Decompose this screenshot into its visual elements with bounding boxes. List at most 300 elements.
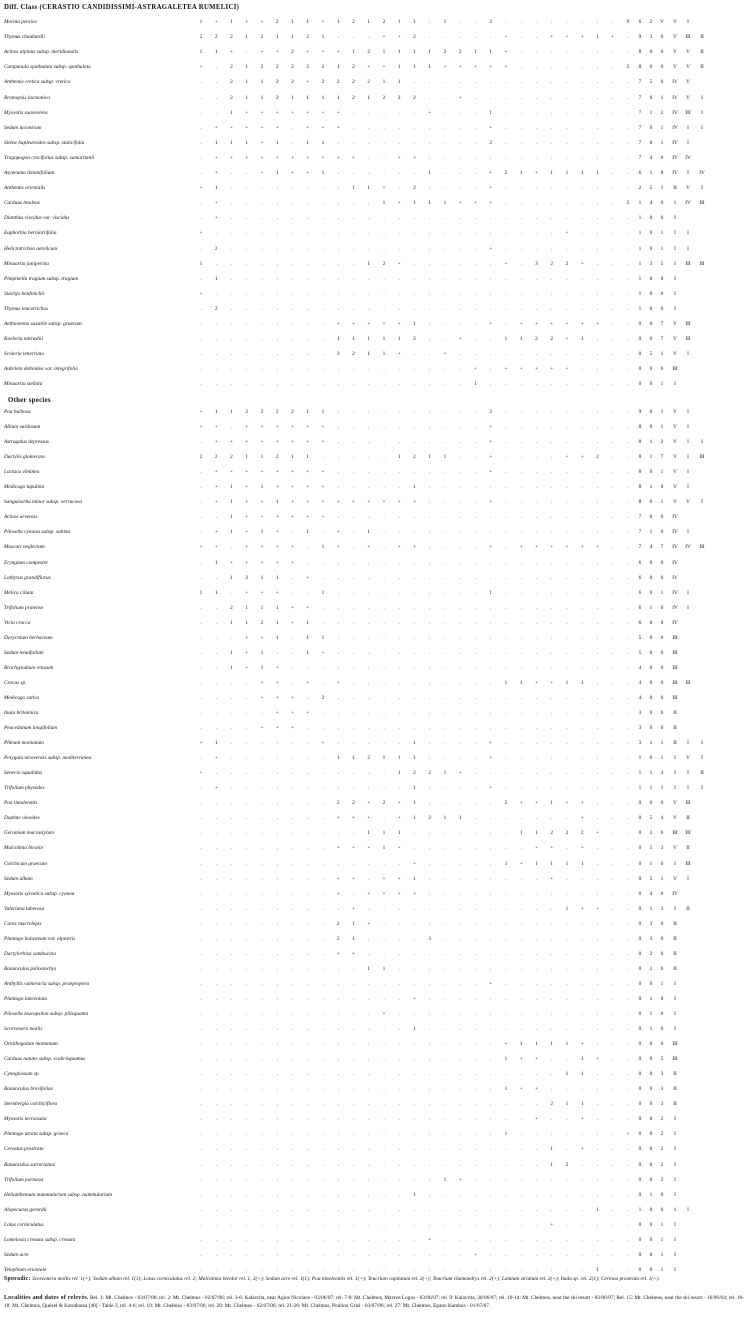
relevé-cell: .: [459, 19, 461, 25]
relevé-cell: .: [413, 694, 416, 701]
relevé-cell: .: [459, 454, 461, 461]
relevé-cell: .: [246, 1251, 248, 1258]
relevé-cell: .: [581, 305, 583, 312]
relevé-cell: .: [612, 1101, 614, 1108]
relevé-cell: 2: [306, 34, 310, 41]
relevé-cell: .: [505, 109, 507, 116]
summary-cell: 0: [638, 1236, 642, 1243]
relevé-cell: .: [520, 439, 522, 446]
relevé-cell: .: [291, 1176, 294, 1183]
relevé-cell: .: [398, 1026, 400, 1033]
summary-cell: 6: [660, 1041, 664, 1048]
summary-cell: III: [685, 260, 691, 267]
summary-cell: 5: [638, 634, 642, 641]
relevé-cell: .: [444, 514, 446, 521]
relevé-cell: .: [230, 424, 233, 431]
relevé-cell: .: [581, 559, 583, 566]
summary-cell: 3: [660, 1101, 664, 1108]
relevé-cell: .: [230, 230, 233, 237]
relevé-cell: .: [505, 529, 507, 536]
relevé-cell: .: [307, 830, 309, 837]
relevé-cell: .: [459, 950, 461, 957]
relevé-cell: .: [291, 875, 294, 882]
relevé-cell: 1: [306, 139, 310, 146]
summary-cell: 0: [638, 1011, 642, 1017]
relevé-cell: .: [429, 245, 431, 252]
relevé-cell: +: [291, 694, 294, 701]
relevé-cell: .: [505, 785, 507, 792]
relevé-cell: .: [612, 619, 614, 626]
relevé-cell: .: [230, 200, 233, 207]
relevé-cell: .: [368, 1206, 370, 1213]
relevé-cell: .: [383, 710, 385, 716]
relevé-cell: .: [230, 890, 233, 897]
relevé-cell: .: [291, 1011, 294, 1017]
relevé-cell: .: [398, 366, 400, 373]
relevé-cell: .: [535, 439, 538, 446]
table-row: [0, 1055, 748, 1067]
relevé-cell: .: [322, 950, 324, 957]
relevé-cell: .: [307, 215, 309, 222]
relevé-cell: .: [474, 740, 477, 747]
relevé-cell: .: [230, 725, 233, 732]
relevé-cell: 1: [443, 454, 447, 461]
relevé-cell: .: [474, 424, 477, 431]
relevé-cell: .: [535, 484, 538, 491]
relevé-cell: 1: [428, 170, 432, 176]
relevé-cell: .: [398, 694, 400, 701]
relevé-cell: .: [337, 710, 339, 716]
relevé-cell: +: [367, 845, 371, 852]
relevé-cell: .: [230, 305, 233, 312]
relevé-cell: .: [429, 604, 431, 611]
relevé-cell: 2: [580, 830, 584, 837]
relevé-cell: 1: [382, 49, 386, 56]
relevé-cell: 1: [550, 800, 554, 807]
relevé-cell: .: [429, 1206, 431, 1213]
relevé-cell: .: [307, 845, 309, 852]
relevé-cell: .: [474, 920, 477, 927]
relevé-cell: .: [276, 649, 278, 656]
relevé-cell: .: [551, 1011, 553, 1017]
relevé-cell: .: [535, 1266, 538, 1273]
relevé-cell: +: [580, 454, 584, 461]
relevé-cell: .: [612, 79, 614, 86]
relevé-cell: .: [474, 260, 477, 267]
relevé-cell: .: [596, 336, 599, 343]
relevé-cell: .: [307, 995, 309, 1002]
relevé-cell: .: [413, 1236, 416, 1243]
relevé-cell: .: [398, 1056, 400, 1063]
relevé-cell: .: [352, 649, 355, 656]
relevé-cell: .: [581, 1176, 583, 1183]
relevé-cell: .: [429, 1116, 431, 1123]
relevé-cell: .: [505, 649, 507, 656]
relevé-cell: .: [215, 1206, 217, 1213]
species-name: Carduus nutans subsp. scabrisquamus: [4, 1056, 86, 1063]
relevé-cell: +: [397, 260, 401, 267]
relevé-cell: .: [368, 305, 370, 312]
relevé-cell: .: [505, 499, 507, 506]
relevé-cell: .: [596, 275, 599, 282]
relevé-cell: .: [566, 1191, 568, 1198]
relevé-cell: .: [352, 1026, 355, 1033]
relevé-cell: 1: [397, 830, 401, 837]
relevé-cell: .: [581, 381, 583, 388]
relevé-cell: .: [291, 290, 294, 297]
relevé-cell: .: [490, 1116, 492, 1123]
relevé-cell: +: [596, 905, 599, 912]
relevé-cell: .: [337, 1176, 339, 1183]
summary-cell: III: [672, 694, 678, 701]
relevé-cell: .: [596, 875, 599, 882]
relevé-cell: .: [215, 860, 217, 867]
summary-cell: I: [674, 1251, 676, 1258]
relevé-cell: .: [566, 290, 568, 297]
relevé-cell: .: [596, 845, 599, 852]
relevé-cell: 1: [321, 139, 325, 146]
summary-cell: I: [674, 1221, 676, 1228]
summary-cell: 0: [638, 905, 642, 912]
summary-cell: III: [685, 860, 691, 867]
relevé-cell: .: [505, 305, 507, 312]
relevé-cell: .: [246, 1116, 248, 1123]
relevé-cell: .: [291, 321, 294, 327]
relevé-cell: .: [596, 529, 599, 536]
relevé-cell: .: [261, 800, 263, 807]
relevé-cell: 1: [413, 321, 416, 327]
relevé-cell: 1: [306, 634, 310, 641]
summary-cell: 0: [638, 1221, 642, 1228]
relevé-cell: .: [429, 1086, 431, 1093]
summary-cell: 7: [638, 94, 642, 101]
relevé-cell: .: [383, 1131, 385, 1138]
relevé-cell: .: [307, 890, 309, 897]
relevé-cell: .: [444, 965, 446, 972]
relevé-cell: .: [612, 1206, 614, 1213]
relevé-cell: .: [230, 589, 233, 596]
relevé-cell: .: [459, 664, 461, 671]
relevé-cell: .: [474, 995, 477, 1002]
relevé-cell: .: [490, 679, 492, 686]
relevé-cell: .: [429, 1056, 431, 1063]
relevé-cell: +: [214, 529, 218, 536]
relevé-cell: +: [199, 290, 203, 297]
relevé-cell: .: [535, 920, 538, 927]
relevé-cell: .: [230, 1011, 233, 1017]
table-row: [0, 63, 748, 75]
relevé-cell: .: [383, 439, 385, 446]
summary-cell: I: [674, 905, 676, 912]
relevé-cell: +: [397, 34, 401, 41]
relevé-cell: .: [505, 200, 507, 207]
relevé-cell: .: [215, 514, 217, 521]
relevé-cell: .: [444, 109, 446, 116]
relevé-cell: .: [627, 245, 629, 252]
relevé-cell: .: [230, 185, 233, 192]
summary-cell: 0: [638, 1026, 642, 1033]
relevé-cell: .: [368, 1191, 370, 1198]
relevé-cell: .: [596, 1221, 599, 1228]
relevé-cell: .: [490, 366, 492, 373]
relevé-cell: .: [459, 154, 461, 161]
relevé-cell: .: [322, 785, 324, 792]
summary-cell: II: [686, 905, 690, 912]
relevé-cell: .: [200, 154, 202, 161]
relevé-cell: 2: [275, 94, 279, 101]
summary-cell: I: [674, 1236, 676, 1243]
relevé-cell: .: [505, 1146, 507, 1153]
relevé-cell: .: [398, 1266, 400, 1273]
table-row: [0, 380, 748, 392]
relevé-cell: .: [520, 950, 522, 957]
relevé-cell: .: [383, 139, 385, 146]
summary-cell: 6: [638, 604, 642, 611]
relevé-cell: .: [612, 49, 614, 56]
table-row: [0, 408, 748, 420]
summary-cell: 0: [660, 559, 664, 566]
relevé-cell: .: [383, 649, 385, 656]
relevé-cell: .: [612, 785, 614, 792]
relevé-cell: .: [627, 1011, 629, 1017]
table-row: [0, 275, 748, 287]
relevé-cell: .: [230, 920, 233, 927]
relevé-cell: +: [291, 710, 294, 716]
relevé-cell: .: [459, 860, 461, 867]
relevé-cell: .: [291, 1101, 294, 1108]
relevé-cell: .: [505, 965, 507, 972]
relevé-cell: 1: [382, 200, 386, 207]
relevé-cell: .: [368, 469, 370, 476]
relevé-cell: .: [413, 1011, 416, 1017]
relevé-cell: .: [535, 64, 538, 71]
relevé-cell: .: [276, 321, 278, 327]
relevé-cell: +: [519, 544, 523, 551]
relevé-cell: .: [581, 1251, 583, 1258]
summary-cell: 2: [660, 1161, 664, 1168]
relevé-cell: .: [505, 740, 507, 747]
relevé-cell: .: [413, 245, 416, 252]
relevé-cell: .: [566, 740, 568, 747]
relevé-cell: .: [307, 1026, 309, 1033]
summary-cell: 0: [660, 634, 664, 641]
relevé-cell: 2: [489, 139, 493, 146]
relevé-cell: .: [368, 694, 370, 701]
table-row: [0, 995, 748, 1007]
relevé-cell: .: [368, 1176, 370, 1183]
relevé-cell: .: [459, 499, 461, 506]
summary-cell: 6: [649, 94, 653, 101]
relevé-cell: .: [505, 275, 507, 282]
relevé-cell: .: [627, 514, 629, 521]
relevé-cell: .: [413, 664, 416, 671]
relevé-cell: .: [535, 1071, 538, 1078]
relevé-cell: .: [383, 1266, 385, 1273]
relevé-cell: .: [596, 1041, 599, 1048]
relevé-cell: .: [459, 619, 461, 626]
summary-cell: 4: [638, 679, 642, 686]
relevé-cell: .: [444, 290, 446, 297]
relevé-cell: 1: [458, 815, 462, 822]
relevé-cell: .: [566, 305, 568, 312]
relevé-cell: .: [337, 1206, 339, 1213]
relevé-cell: .: [276, 1176, 278, 1183]
relevé-cell: .: [337, 305, 339, 312]
relevé-cell: .: [612, 454, 614, 461]
relevé-cell: 1: [367, 185, 371, 192]
relevé-cell: .: [200, 1221, 202, 1228]
relevé-cell: .: [413, 1041, 416, 1048]
relevé-cell: .: [261, 1206, 263, 1213]
relevé-cell: .: [490, 1101, 492, 1108]
table-row: [0, 1040, 748, 1052]
sporadic-text: Scorzonera mollis rel. 1(+); Sedum album rel. 1(1); Lotus corniculatus rel. 2; Malcolmia bicolor rel. 1, 2(+); Sedum acre rel. 1(1); Poa timoleontis rel. 1(+); Teucrium capitatum rel. 2(+); Teucrium chamaedrys rel. 2(+); Lamium striatum rel. 2(+); Inula sp. rel. 2(1); Cerinoa prostrata rel. 1(+).: [32, 1276, 660, 1282]
relevé-cell: .: [246, 1146, 248, 1153]
relevé-cell: .: [551, 1026, 553, 1033]
relevé-cell: .: [612, 1026, 614, 1033]
relevé-cell: .: [505, 381, 507, 388]
relevé-cell: .: [596, 200, 599, 207]
relevé-cell: .: [490, 905, 492, 912]
relevé-cell: .: [322, 200, 324, 207]
relevé-cell: 1: [260, 529, 264, 536]
relevé-cell: .: [596, 649, 599, 656]
relevé-cell: .: [596, 19, 599, 25]
relevé-cell: 1: [413, 19, 416, 25]
relevé-cell: .: [246, 230, 248, 237]
relevé-cell: .: [337, 1056, 339, 1063]
relevé-cell: .: [200, 469, 202, 476]
relevé-cell: .: [551, 245, 553, 252]
summary-cell: 2: [660, 1176, 664, 1183]
relevé-cell: .: [352, 484, 355, 491]
relevé-cell: .: [276, 815, 278, 822]
relevé-cell: .: [474, 154, 477, 161]
summary-cell: 0: [649, 409, 653, 415]
relevé-cell: 2: [367, 49, 371, 56]
summary-cell: IV: [672, 604, 678, 611]
relevé-cell: .: [444, 94, 446, 101]
relevé-cell: .: [398, 124, 400, 131]
summary-cell: 0: [660, 529, 664, 536]
relevé-cell: .: [215, 995, 217, 1002]
relevé-cell: +: [321, 49, 325, 56]
relevé-cell: .: [413, 469, 416, 476]
relevé-cell: .: [596, 770, 599, 777]
relevé-cell: .: [413, 305, 416, 312]
relevé-cell: +: [352, 875, 355, 882]
relevé-cell: .: [612, 1266, 614, 1273]
relevé-cell: .: [352, 290, 355, 297]
relevé-cell: .: [612, 664, 614, 671]
relevé-cell: .: [535, 875, 538, 882]
relevé-cell: 1: [275, 619, 279, 626]
relevé-cell: .: [368, 619, 370, 626]
species-name: Morina persica: [4, 19, 37, 25]
relevé-cell: +: [535, 1086, 538, 1093]
relevé-cell: .: [383, 604, 385, 611]
species-name: Medicago sativa: [4, 694, 40, 701]
relevé-cell: .: [352, 1206, 355, 1213]
relevé-cell: .: [337, 559, 339, 566]
relevé-cell: .: [200, 1206, 202, 1213]
relevé-cell: +: [260, 589, 264, 596]
summary-cell: 3: [638, 725, 642, 732]
relevé-cell: .: [246, 694, 248, 701]
relevé-cell: 1: [519, 1041, 523, 1048]
relevé-cell: .: [337, 215, 339, 222]
relevé-cell: .: [215, 1071, 217, 1078]
summary-cell: I: [674, 215, 676, 222]
relevé-cell: .: [291, 1206, 294, 1213]
relevé-cell: .: [429, 154, 431, 161]
relevé-cell: .: [505, 1176, 507, 1183]
relevé-cell: .: [566, 1026, 568, 1033]
relevé-cell: .: [566, 49, 568, 56]
relevé-cell: .: [596, 79, 599, 86]
relevé-cell: 1: [199, 260, 203, 267]
relevé-cell: +: [230, 124, 233, 131]
relevé-cell: +: [382, 1011, 386, 1017]
relevé-cell: .: [261, 1236, 263, 1243]
relevé-cell: .: [368, 1011, 370, 1017]
relevé-cell: .: [413, 1176, 416, 1183]
relevé-cell: .: [352, 710, 355, 716]
relevé-cell: .: [337, 1191, 339, 1198]
relevé-cell: 1: [245, 619, 249, 626]
summary-cell: 6: [649, 800, 653, 807]
relevé-cell: .: [398, 381, 400, 388]
summary-cell: 2: [660, 109, 664, 116]
summary-cell: 0: [638, 336, 642, 343]
relevé-cell: .: [352, 1116, 355, 1123]
relevé-cell: 1: [413, 875, 416, 882]
relevé-cell: .: [276, 1146, 278, 1153]
relevé-cell: .: [246, 845, 248, 852]
summary-cell: III: [699, 200, 705, 207]
relevé-cell: .: [307, 1086, 309, 1093]
relevé-cell: .: [581, 1011, 583, 1017]
relevé-cell: .: [200, 890, 202, 897]
species-name: Plantago holosteum var. alpestris: [4, 935, 76, 942]
relevé-cell: .: [230, 965, 233, 972]
relevé-cell: .: [246, 1266, 248, 1273]
relevé-cell: .: [612, 725, 614, 732]
relevé-cell: .: [627, 890, 629, 897]
relevé-cell: 1: [291, 19, 294, 25]
relevé-cell: .: [230, 1221, 233, 1228]
relevé-cell: 2: [367, 79, 371, 86]
relevé-cell: .: [429, 424, 431, 431]
summary-cell: 0: [660, 215, 664, 222]
relevé-cell: .: [535, 124, 538, 131]
summary-cell: 1: [660, 785, 664, 792]
relevé-cell: .: [230, 351, 233, 358]
relevé-cell: .: [535, 589, 538, 596]
relevé-cell: .: [383, 905, 385, 912]
relevé-cell: .: [627, 815, 629, 822]
relevé-cell: .: [368, 1236, 370, 1243]
summary-cell: V: [673, 439, 677, 446]
summary-cell: 5: [649, 845, 653, 852]
summary-cell: 1: [649, 905, 653, 912]
relevé-cell: .: [566, 755, 568, 762]
relevé-cell: +: [245, 469, 249, 476]
relevé-cell: .: [352, 544, 355, 551]
relevé-cell: +: [413, 995, 416, 1002]
relevé-cell: .: [398, 740, 400, 747]
relevé-cell: .: [398, 785, 400, 792]
